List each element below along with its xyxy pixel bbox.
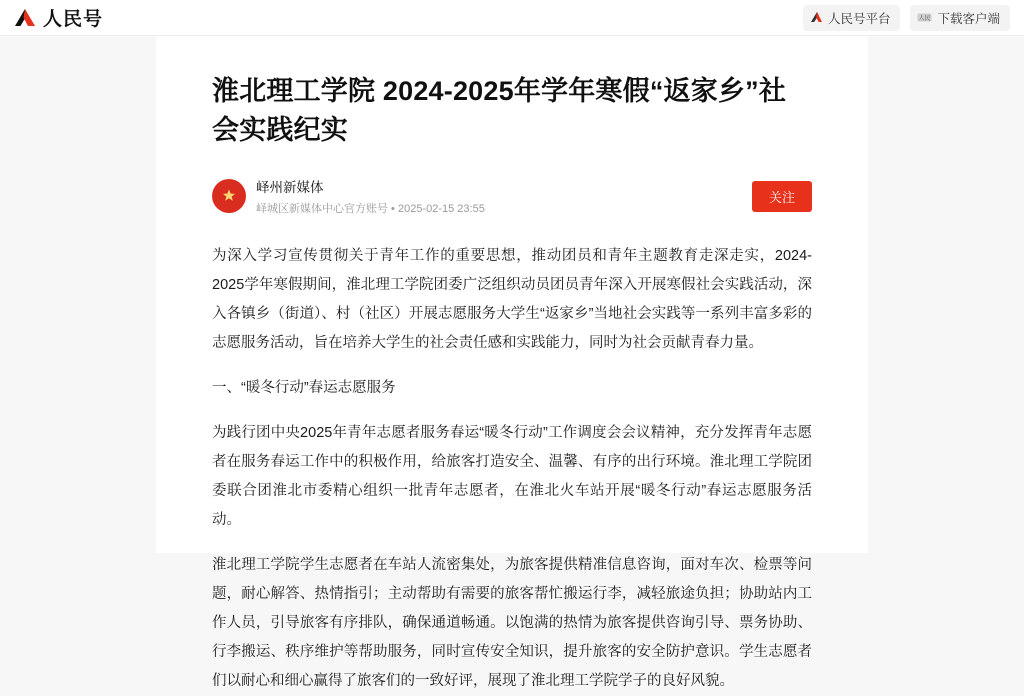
article-paragraph: 为践行团中央2025年青年志愿者服务春运“暖冬行动”工作调度会会议精神，充分发挥青年志愿者在服务春运工作中的积极作用，给旅客打造安全、温馨、有序的出行环境。淮北理工学院团委联合团淮北市委精心组织一批青年志愿者，在淮北火车站开展“暖冬行动”春运志愿服务活动。 [212,425,812,529]
follow-button[interactable]: 关注 [752,181,812,212]
platform-triangle-icon [810,11,823,24]
avatar-glyph [212,179,246,213]
renmin-logo-icon [14,7,36,29]
article-paragraph: 为深入学习宣传贯彻关于青年工作的重要思想，推动团员和青年主题教育走深走实，2024-2025学年寒假期间，淮北理工学院团委广泛组织动员团员青年深入开展寒假社会实践活动，深入各镇乡（街道）、村（社区）开展志愿服务大学生“返家乡”当地社会实践等一系列丰富多彩的志愿服务活动，旨在培养大学生的社会责任感和实践能力，同时为社会贡献青春力量。 [212,248,812,352]
brand-logo[interactable] [14,4,103,31]
download-app-button[interactable] [910,5,1010,31]
page-title: 淮北理工学院 2024-2025年学年寒假“返家乡”社会实践纪实 [212,76,787,146]
platform-button[interactable] [803,5,901,31]
top-navigation-bar [0,0,1024,36]
author-info [256,176,485,216]
author-name[interactable]: 峄州新媒体 [256,180,324,196]
account-avatar-icon[interactable] [212,179,246,213]
article-page [0,36,1024,690]
platform-button-label: 人民号平台 [827,11,891,26]
brand-name: 人民号 [43,9,104,30]
app-download-icon [917,11,932,24]
author-meta: 峄城区新媒体中心官方账号 • 2025-02-15 23:55 [256,203,485,216]
article-sheet [156,36,868,690]
download-app-label: 下载客户端 [937,11,1000,26]
article-paragraph: 淮北理工学院学生志愿者在车站人流密集处，为旅客提供精准信息咨询，面对车次、检票等问题，耐心解答、热情指引；主动帮助有需要的旅客帮忙搬运行李，减轻旅途负担；协助站内工作人员，引导旅客有序排队，确保通道畅通。以饱满的热情为旅客提供咨询引导、票务协助、行李搬运、秩序维护等帮助服务，同时宣传安全知识，提升旅客的安全防护意识。学生志愿者们以耐心和细心赢得了旅客们的一致好评，展现了淮北理工学院学子的良好风貌。 [212,557,812,690]
byline [212,176,812,216]
svg-text:人民: 人民 [918,16,931,22]
topbar-actions [803,5,1010,31]
article-section-heading: 一、“暖冬行动”春运志愿服务 [212,380,396,397]
